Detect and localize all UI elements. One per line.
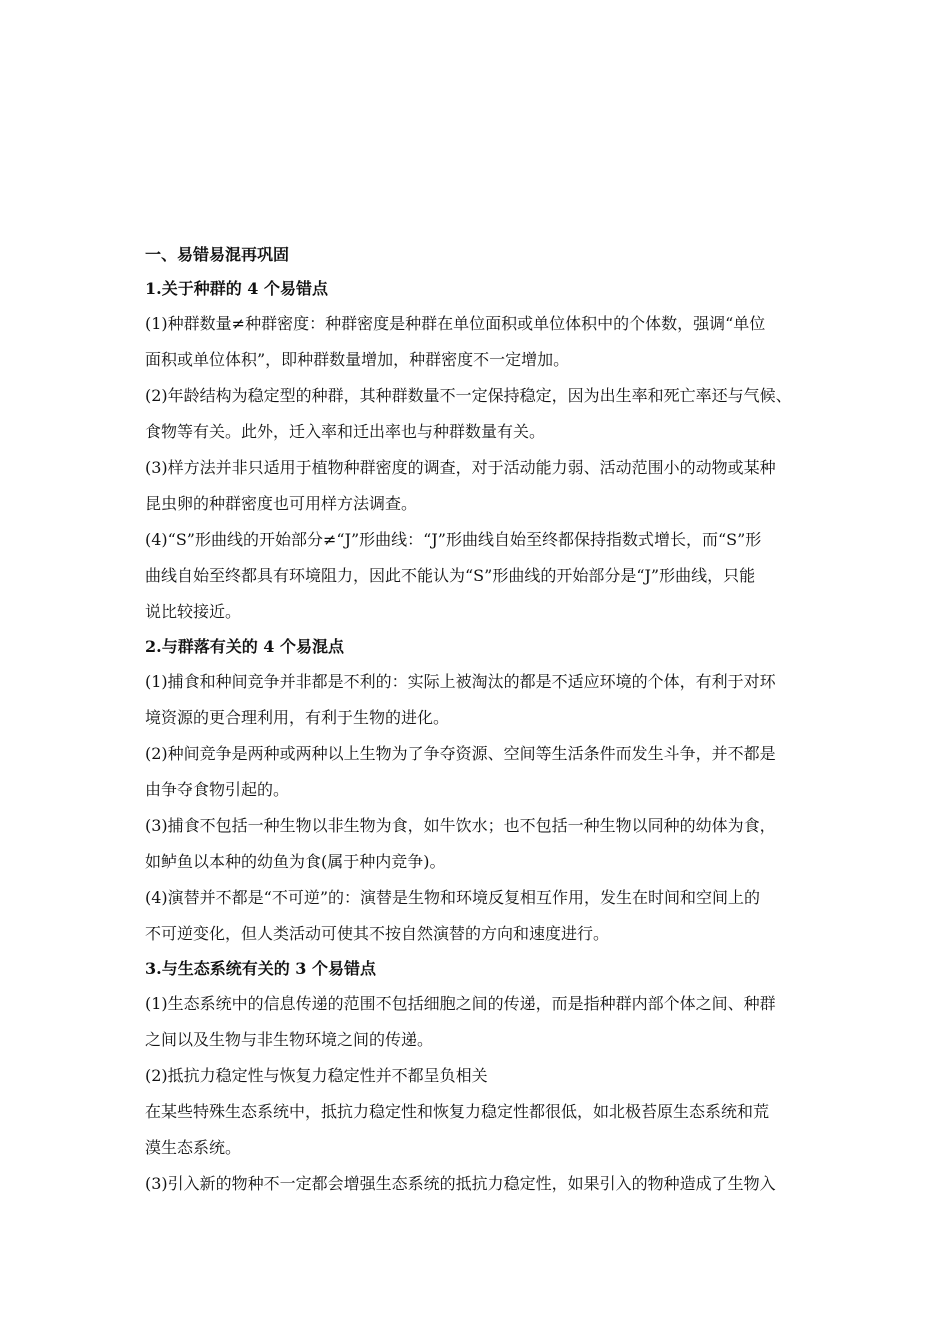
main-heading: 一、易错易混再巩固 xyxy=(145,245,290,264)
paragraph-line: 由争夺食物引起的。 xyxy=(145,780,290,799)
paragraph-line: (4)演替并不都是“不可逆”的：演替是生物和环境反复相互作用，发生在时间和空间上的 xyxy=(145,888,761,907)
paragraph-line: (2)抵抗力稳定性与恢复力稳定性并不都呈负相关 xyxy=(145,1066,488,1085)
paragraph-line: 漠生态系统。 xyxy=(145,1138,242,1157)
paragraph-line: (2)年龄结构为稳定型的种群，其种群数量不一定保持稳定，因为出生率和死亡率还与气候、 xyxy=(145,386,792,405)
paragraph-line: 如鲈鱼以本种的幼鱼为食(属于种内竞争)。 xyxy=(145,852,446,871)
paragraph-line: 昆虫卵的种群密度也可用样方法调查。 xyxy=(145,494,418,513)
paragraph-line: 曲线自始至终都具有环境阻力，因此不能认为“S”形曲线的开始部分是“J”形曲线，只能 xyxy=(145,566,756,585)
section-title: 1.关于种群的 4 个易错点 xyxy=(145,279,328,298)
paragraph-line: (3)样方法并非只适用于植物种群密度的调查，对于活动能力弱、活动范围小的动物或某种 xyxy=(145,458,776,477)
paragraph-line: (2)种间竞争是两种或两种以上生物为了争夺资源、空间等生活条件而发生斗争，并不都是 xyxy=(145,744,776,763)
paragraph-line: (1)捕食和种间竞争并非都是不利的：实际上被淘汰的都是不适应环境的个体，有利于对环 xyxy=(145,672,776,691)
document-body xyxy=(145,238,825,1202)
paragraph-line: 食物等有关。此外，迁入率和迁出率也与种群数量有关。 xyxy=(145,422,546,441)
paragraph-line: 面积或单位体积”，即种群数量增加，种群密度不一定增加。 xyxy=(145,350,570,369)
paragraph-line: 不可逆变化，但人类活动可使其不按自然演替的方向和速度进行。 xyxy=(145,924,610,943)
paragraph-line: (3)引入新的物种不一定都会增强生态系统的抵抗力稳定性，如果引入的物种造成了生物入 xyxy=(145,1174,776,1193)
paragraph-line: 之间以及生物与非生物环境之间的传递。 xyxy=(145,1030,434,1049)
paragraph-line: 说比较接近。 xyxy=(145,602,242,621)
paragraph-line: 境资源的更合理利用，有利于生物的进化。 xyxy=(145,708,450,727)
paragraph-line: (3)捕食不包括一种生物以非生物为食，如牛饮水；也不包括一种生物以同种的幼体为食， xyxy=(145,816,776,835)
paragraph-line: (4)“S”形曲线的开始部分≠“J”形曲线：“J”形曲线自始至终都保持指数式增长，而“S”形 xyxy=(145,530,762,549)
paragraph-line: (1)生态系统中的信息传递的范围不包括细胞之间的传递，而是指种群内部个体之间、种群 xyxy=(145,994,776,1013)
paragraph-line: 在某些特殊生态系统中，抵抗力稳定性和恢复力稳定性都很低，如北极苔原生态系统和荒 xyxy=(145,1102,770,1121)
section-title: 3.与生态系统有关的 3 个易错点 xyxy=(145,959,376,978)
paragraph-line: (1)种群数量≠种群密度：种群密度是种群在单位面积或单位体积中的个体数，强调“单位 xyxy=(145,314,766,333)
section-title: 2.与群落有关的 4 个易混点 xyxy=(145,637,344,656)
